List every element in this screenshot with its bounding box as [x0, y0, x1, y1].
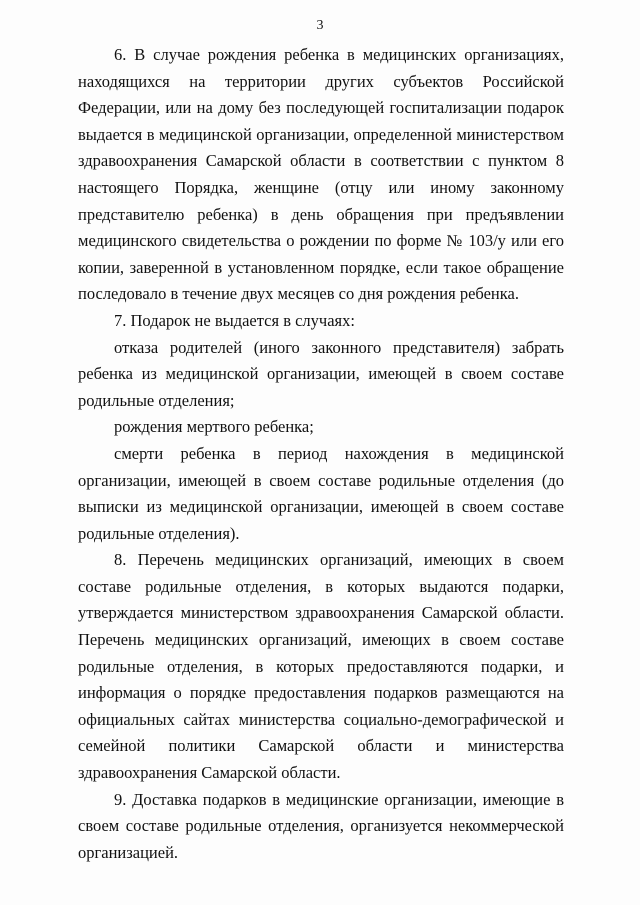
list-item-child-death: смерти ребенка в период нахождения в медицинской организации, имеющей в своем составе родильные отделения (до выписки из медицинской организации, имеющей в своем составе родильные отделения).	[78, 443, 564, 543]
page-number: 3	[316, 18, 324, 33]
paragraph-9-gift-delivery: 9. Доставка подарков в медицинские организации, имеющие в своем составе родильные отделения, организуется некоммерческой организацией.	[78, 789, 564, 862]
paragraph-7-gift-not-issued: 7. Подарок не выдается в случаях:	[114, 310, 355, 330]
list-item-stillbirth: рождения мертвого ребенка;	[114, 417, 314, 437]
document-body	[78, 42, 564, 866]
paragraph-8-organizations-list: 8. Перечень медицинских организаций, имеющих в своем составе родильные отделения, в которых выдаются подарки, утверждается министерством здравоохранения Самарской области. Перечень медицинских организаций, имеющих в своем составе родильные отделения, в которых предоставляются подарки, и информация о порядке предоставления подарков размещаются на официальных сайтах министерства социально-демографической и семейной политики Самарской области и министерства здравоохранения Самарской области.	[78, 550, 564, 783]
paragraph-6-gift-outside-region: 6. В случае рождения ребенка в медицинских организациях, находящихся на территории других субъектов Российской Федерации, или на дому без последующей госпитализации подарок выдается в медицинской организации, определенной министерством здравоохранения Самарской области в соответствии с пунктом 8 настоящего Порядка, женщине (отцу или иному законному представителю ребенка) в день обращения при предъявлении медицинского свидетельства о рождении по форме № 103/у или его копии, заверенной в установленном порядке, если такое обращение последовало в течение двух месяцев со дня рождения ребенка.	[78, 45, 564, 304]
list-item-parents-refusal: отказа родителей (иного законного представителя) забрать ребенка из медицинской организации, имеющей в своем составе родильные отделения;	[78, 337, 564, 410]
